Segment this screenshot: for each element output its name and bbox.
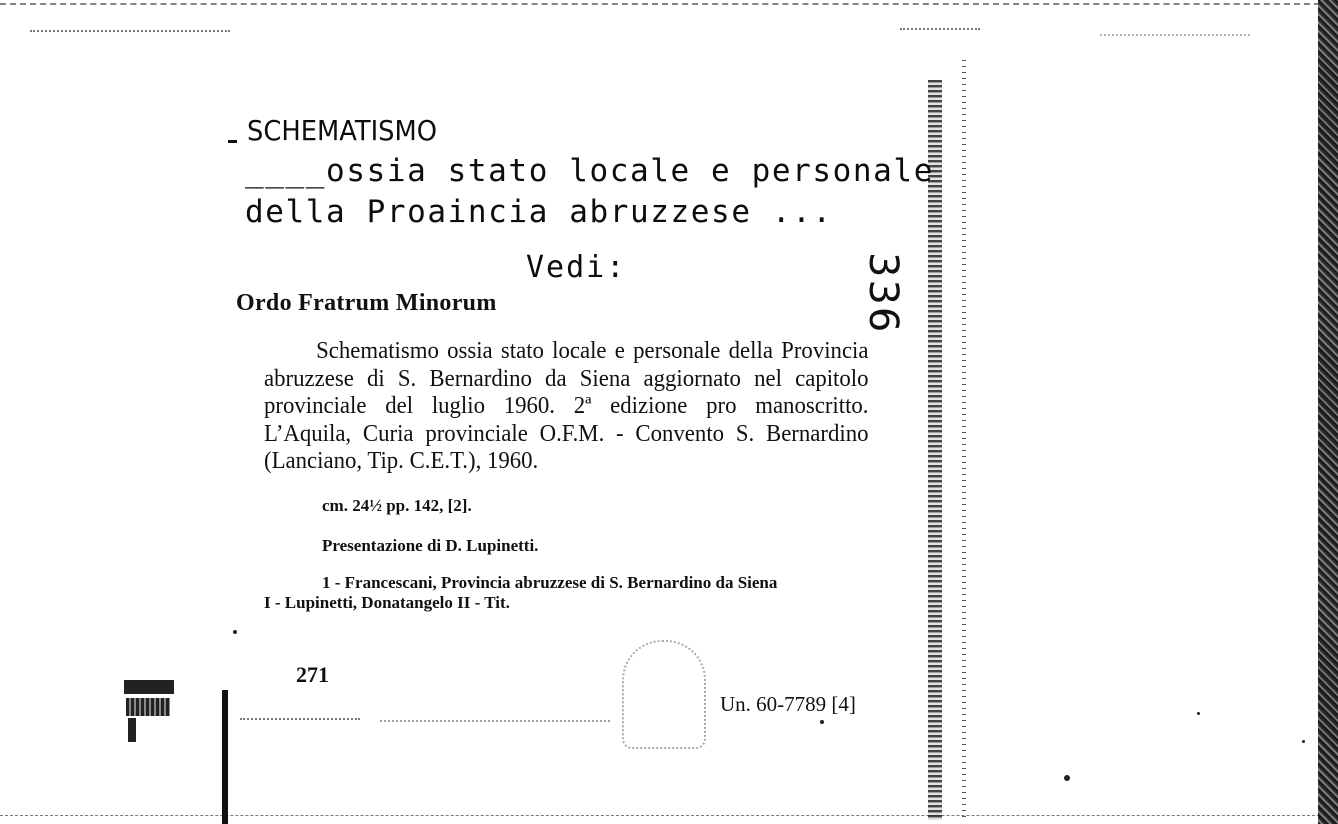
tracing-added-entries-line: I - Lupinetti, Donatangelo II - Tit. [264,593,510,612]
filing-stamp-mark [124,680,174,742]
typed-dash [228,140,237,143]
tracing-subject-line: 1 - Francescani, Provincia abruzzese di S. Bernardino da Siena [322,573,778,592]
scan-dots [30,30,230,32]
card-number: 271 [296,662,329,687]
speck [1064,775,1070,781]
scan-dots [900,28,980,30]
scan-dots [1100,34,1250,36]
speck [1197,712,1200,715]
collation-line: cm. 24½ pp. 142, [2]. [322,496,472,515]
card-right-fold-shadow [962,60,966,820]
speck [1302,740,1305,743]
faint-stamp-impression [622,640,706,749]
speck [233,630,237,634]
scan-dots [240,718,360,720]
bottom-edge-noise [0,815,1320,816]
scan-dots [380,720,610,722]
typed-subtitle-line-1: ____ossia stato locale e personale [245,153,934,189]
typed-subtitle-line-2: della Proaincia abruzzese ... [245,194,833,230]
typed-title: SCHEMATISMO [247,114,438,147]
speck [820,720,824,724]
note-line: Presentazione di D. Lupinetti. [322,536,539,555]
card-right-fold [928,80,942,820]
scanner-edge-strip [1318,0,1338,824]
card-left-edge [222,690,228,824]
handwritten-margin-number: 336 [860,252,906,335]
main-entry-heading: Ordo Fratrum Minorum [236,290,497,316]
lc-control-number: Un. 60-7789 [4] [720,692,856,716]
bibliographic-description: Schematismo ossia stato locale e personale della Provincia abruzzese di S. Bernardino da Siena aggiornato nel capitolo provinciale del luglio 1960. 2ª edizione pro manoscritto. L’Aquila, Curia provinciale O.F.M. - Convento S. Bernardino (Lanciano, Tip. C.E.T.), 1960. [264,337,869,475]
typed-see-reference: Vedi: [526,250,627,285]
top-edge-noise [0,3,1320,5]
